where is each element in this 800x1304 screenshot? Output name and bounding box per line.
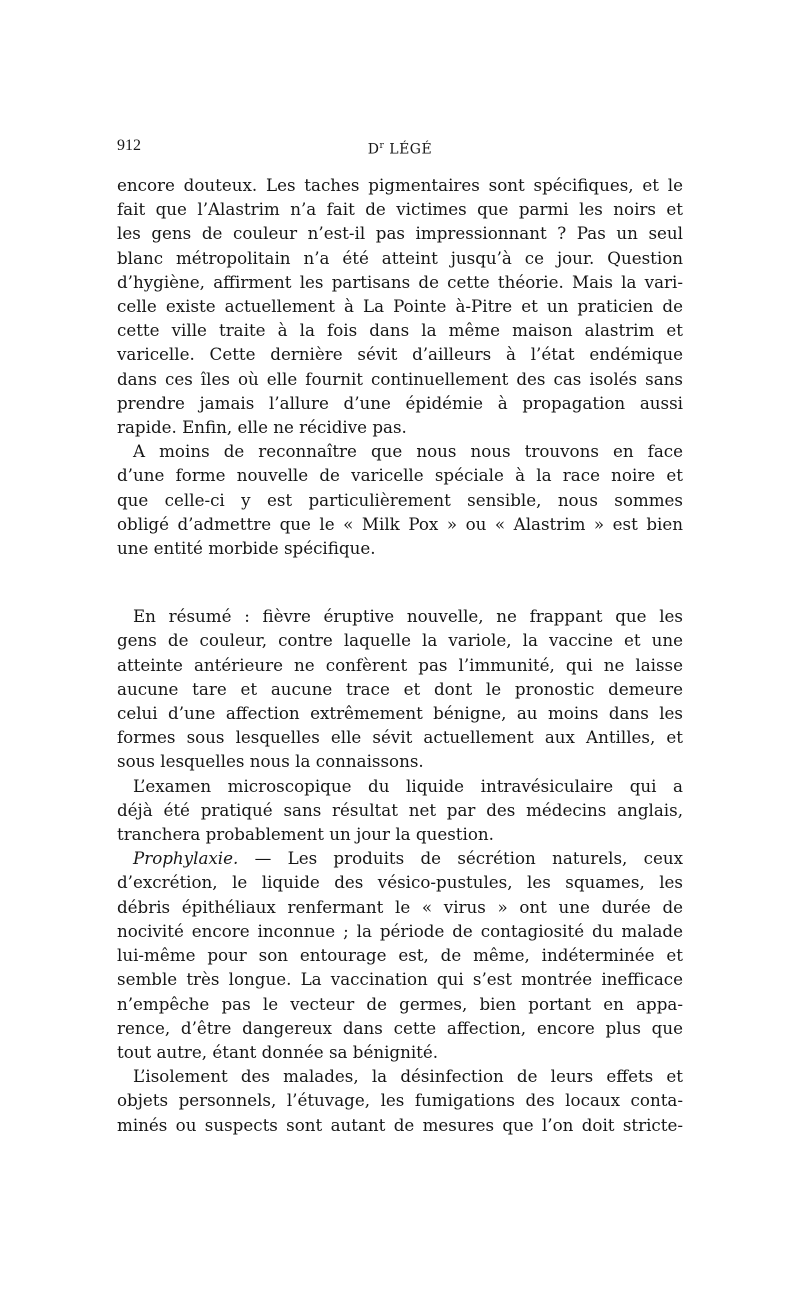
page-number: 912	[117, 137, 141, 154]
text-line: fait que l’Alastrim n’a fait de victimes que parmi les noirs et	[117, 199, 683, 220]
text-line: cette ville traite à la fois dans la même maison alastrim et	[117, 320, 683, 341]
text-line: nocivité encore inconnue ; la période de contagiosité du malade	[117, 920, 683, 941]
text-line: objets personnels, l’étuvage, les fumigations des locaux conta-	[117, 1090, 683, 1111]
text-line: débris épithéliaux renfermant le « virus » ont une durée de	[117, 896, 683, 917]
text-line: A moins de reconnaître que nous nous trouvons en face	[133, 441, 683, 462]
text-line: formes sous lesquelles elle sévit actuellement aux Antilles, et	[117, 727, 683, 748]
text-line: rapide. Enfin, elle ne récidive pas.	[117, 417, 407, 438]
section-gap	[117, 560, 683, 604]
body-text	[117, 173, 683, 1137]
italic-heading: Prophylaxie.	[133, 848, 239, 869]
paragraph	[117, 846, 683, 1064]
text-line: n’empêche pas le vecteur de germes, bien portant en appa-	[117, 993, 683, 1014]
paragraph	[117, 774, 683, 847]
text-line: obligé d’admettre que le « Milk Pox » ou « Alastrim » est bien	[117, 513, 683, 534]
text-line: L’isolement des malades, la désinfection de leurs effets et	[133, 1066, 683, 1087]
text-line: que celle-ci y est particulièrement sensible, nous sommes	[117, 489, 683, 510]
text-line: les gens de couleur n’est-il pas impressionnant ? Pas un seul	[117, 223, 683, 244]
paragraph	[117, 173, 683, 439]
text-line: celle existe actuellement à La Pointe à-Pitre et un praticien de	[117, 296, 683, 317]
text-line: prendre jamais l’allure d’une épidémie à propagation aussi	[117, 392, 683, 413]
text-line: déjà été pratiqué sans résultat net par des médecins anglais,	[117, 799, 683, 820]
running-head-prefix: D	[367, 141, 380, 158]
text-line: une entité morbide spécifique.	[117, 538, 376, 559]
text-line: aucune tare et aucune trace et dont le pronostic demeure	[117, 678, 683, 699]
text-line: d’hygiène, affirment les partisans de cette théorie. Mais la vari-	[117, 271, 683, 292]
page-header	[117, 134, 683, 158]
text-line: En résumé : fièvre éruptive nouvelle, ne frappant que les	[133, 606, 683, 627]
text-line: minés ou suspects sont autant de mesures que l’on doit stricte-	[117, 1114, 683, 1135]
text-line: gens de couleur, contre laquelle la variole, la vaccine et une	[117, 630, 683, 651]
text-line: celui d’une affection extrêmement bénigne, au moins dans les	[117, 703, 683, 724]
paragraph	[117, 1064, 683, 1137]
running-head-superscript: r	[379, 141, 385, 151]
text-line: L’examen microscopique du liquide intravésiculaire qui a	[133, 775, 683, 796]
text-line: blanc métropolitain n’a été atteint jusqu’à ce jour. Question	[117, 247, 683, 268]
text-line: encore douteux. Les taches pigmentaires sont spécifiques, et le	[117, 175, 683, 195]
text-line	[117, 846, 683, 870]
text-line: d’excrétion, le liquide des vésico-pustules, les squames, les	[117, 872, 683, 893]
text-line-rest: — Les produits de sécrétion naturels, ceux	[238, 848, 683, 869]
text-line: dans ces îles où elle fournit continuellement des cas isolés sans	[117, 368, 683, 389]
text-line: varicelle. Cette dernière sévit d’ailleurs à l’état endémique	[117, 344, 683, 365]
text-line: tranchera probablement un jour la question.	[117, 824, 494, 845]
paragraph	[117, 604, 683, 773]
running-head	[117, 134, 683, 162]
text-line: sous lesquelles nous la connaissons.	[117, 751, 424, 772]
text-line: atteinte antérieure ne confèrent pas l’immunité, qui ne laisse	[117, 654, 683, 675]
running-head-author: LÉGÉ	[389, 141, 433, 158]
text-line: d’une forme nouvelle de varicelle spéciale à la race noire et	[117, 465, 683, 486]
text-line: semble très longue. La vaccination qui s’est montrée inefficace	[117, 969, 683, 990]
book-page	[117, 134, 683, 1137]
text-line: rence, d’être dangereux dans cette affection, encore plus que	[117, 1017, 683, 1038]
text-line: tout autre, étant donnée sa bénignité.	[117, 1041, 439, 1062]
paragraph	[117, 439, 683, 560]
text-line: lui-même pour son entourage est, de même, indéterminée et	[117, 945, 683, 966]
